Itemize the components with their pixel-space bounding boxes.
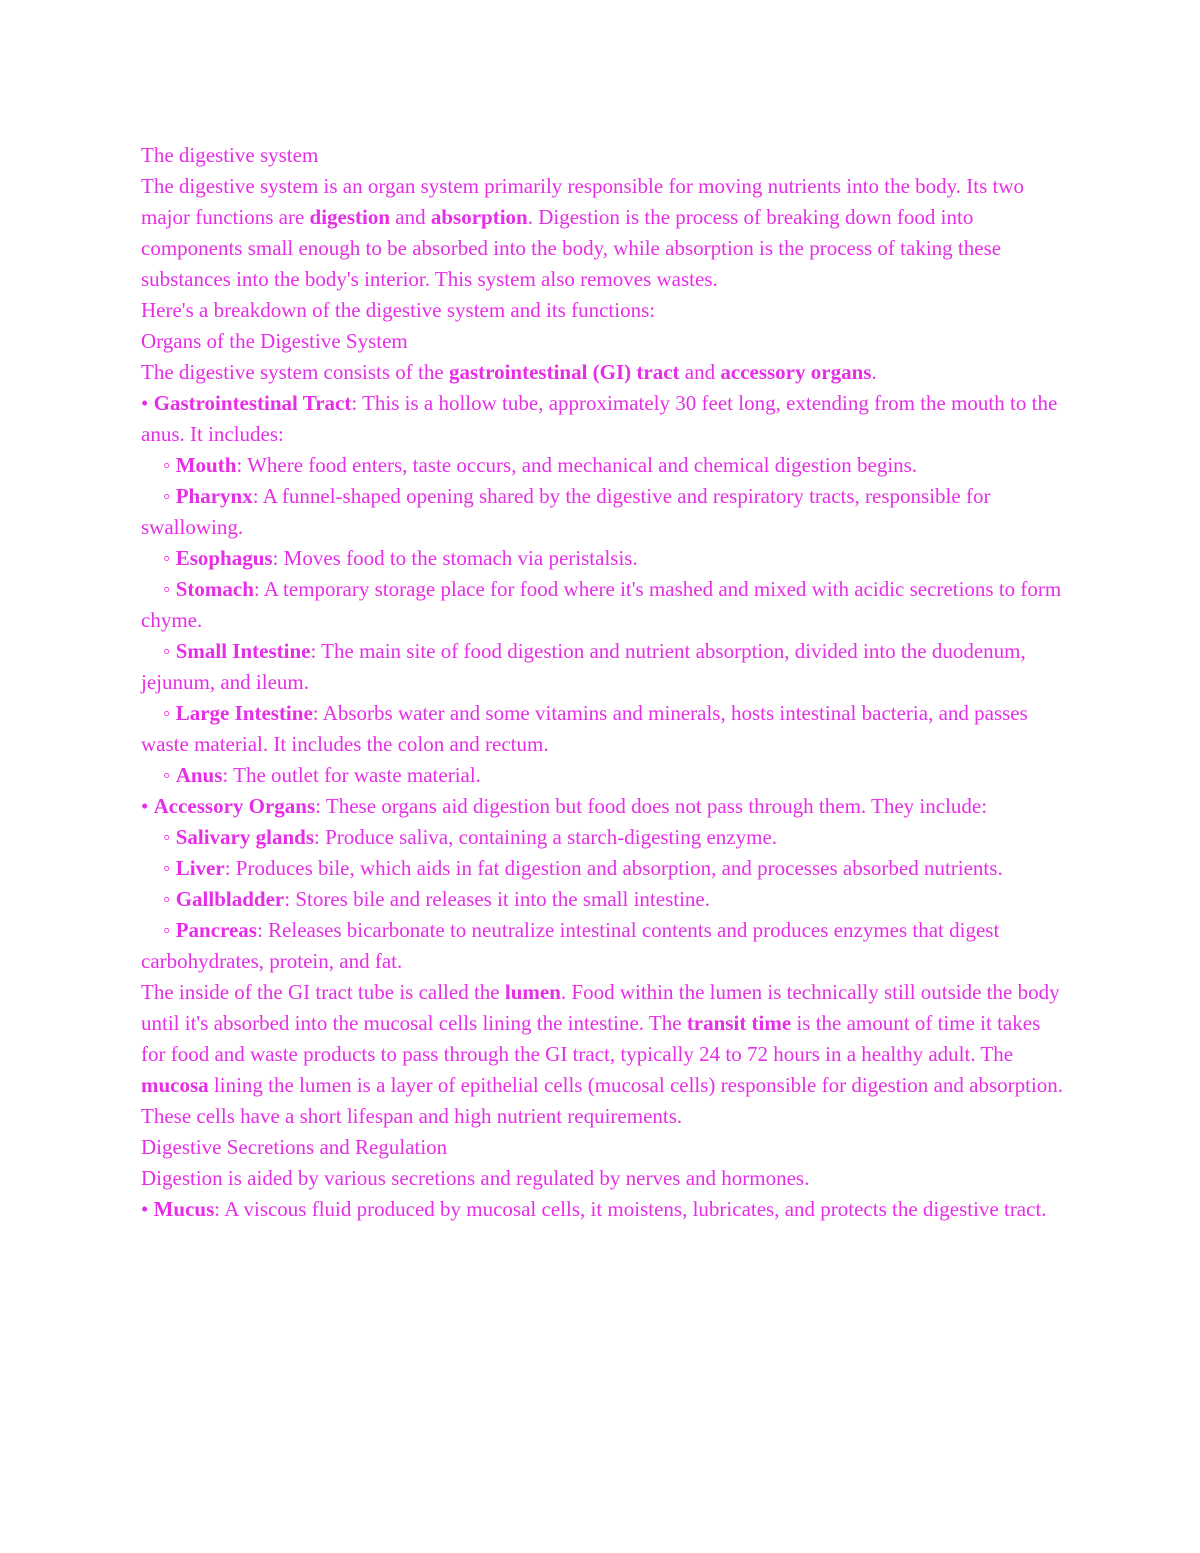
sub-bullet-label: Gallbladder xyxy=(175,887,285,911)
sub-bullet-icon: ◦ xyxy=(163,701,176,725)
bullet-mucus xyxy=(141,1194,1066,1225)
organs-heading: Organs of the Digestive System xyxy=(141,329,408,353)
lumen-paragraph xyxy=(141,977,1066,1132)
sub-bullet-text: : Releases bicarbonate to neutralize intestinal contents and produces enzymes that digest carbohydrates, protein, and fat. xyxy=(141,918,1000,973)
sub-bullet-mouth xyxy=(141,450,1066,481)
sub-bullet-liver xyxy=(141,853,1066,884)
sub-bullet-text: : Produce saliva, containing a starch-digesting enzyme. xyxy=(314,825,778,849)
sub-bullet-text: : A funnel-shaped opening shared by the digestive and respiratory tracts, responsible for swallowing. xyxy=(141,484,991,539)
bullet-text: : A viscous fluid produced by mucosal cells, it moistens, lubricates, and protects the digestive tract. xyxy=(214,1197,1047,1221)
intro-text-1: The digestive system is an organ system primarily responsible for moving nutrients into the body. Its two major functions are xyxy=(141,174,1025,229)
organs-intro-text-2: and xyxy=(679,360,721,384)
organs-intro-text-3: . xyxy=(871,360,877,384)
sub-bullet-text: : Where food enters, taste occurs, and mechanical and chemical digestion begins. xyxy=(236,453,918,477)
sub-bullet-text: : A temporary storage place for food where it's mashed and mixed with acidic secretions to form chyme. xyxy=(141,577,1062,632)
bullet-icon: • xyxy=(141,1197,154,1221)
term-digestion: digestion xyxy=(309,205,391,229)
document-title: The digestive system xyxy=(141,143,319,167)
sub-bullet-label: Pharynx xyxy=(175,484,253,508)
term-absorption: absorption xyxy=(430,205,528,229)
sub-bullet-label: Stomach xyxy=(175,577,254,601)
sub-bullet-label: Pancreas xyxy=(175,918,257,942)
bullet-label: Mucus xyxy=(153,1197,215,1221)
sub-bullet-large-intestine xyxy=(141,698,1066,760)
sub-bullet-label: Large Intestine xyxy=(175,701,313,725)
intro-text-2: and xyxy=(390,205,431,229)
sub-bullet-icon: ◦ xyxy=(163,453,176,477)
bullet-text: : This is a hollow tube, approximately 30 feet long, extending from the mouth to the anus. It includes: xyxy=(141,391,1058,446)
sub-bullet-label: Esophagus xyxy=(175,546,273,570)
sub-bullet-label: Small Intestine xyxy=(175,639,311,663)
sub-bullet-icon: ◦ xyxy=(163,546,176,570)
intro-paragraph xyxy=(141,171,1066,295)
sub-bullet-label: Anus xyxy=(175,763,223,787)
sub-bullet-icon: ◦ xyxy=(163,887,176,911)
sub-bullet-label: Salivary glands xyxy=(175,825,314,849)
secretions-intro: Digestion is aided by various secretions and regulated by nerves and hormones. xyxy=(141,1166,810,1190)
sub-bullet-icon: ◦ xyxy=(163,763,176,787)
sub-bullet-icon: ◦ xyxy=(163,825,176,849)
bullet-accessory-organs xyxy=(141,791,1066,822)
sub-bullet-pancreas xyxy=(141,915,1066,977)
bullet-label: Gastrointestinal Tract xyxy=(153,391,352,415)
sub-bullet-text: : Stores bile and releases it into the small intestine. xyxy=(284,887,710,911)
organs-intro-text-1: The digestive system consists of the xyxy=(141,360,449,384)
organs-intro xyxy=(141,357,1066,388)
sub-bullet-small-intestine xyxy=(141,636,1066,698)
lumen-text-1: The inside of the GI tract tube is called the xyxy=(141,980,505,1004)
sub-bullet-esophagus xyxy=(141,543,1066,574)
sub-bullet-icon: ◦ xyxy=(163,484,176,508)
sub-bullet-stomach xyxy=(141,574,1066,636)
sub-bullet-icon: ◦ xyxy=(163,577,176,601)
term-gi-tract: gastrointestinal (GI) tract xyxy=(448,360,680,384)
lumen-text-3: is the amount of time it takes for food and waste products to pass through the GI tract, typically 24 to 72 hours in a healthy adult. The xyxy=(141,1011,1041,1066)
term-transit-time: transit time xyxy=(686,1011,792,1035)
sub-bullet-text: : Produces bile, which aids in fat digestion and absorption, and processes absorbed nutrients. xyxy=(224,856,1003,880)
lumen-text-4: lining the lumen is a layer of epithelial cells (mucosal cells) responsible for digestion and absorption. These cells have a short lifespan and high nutrient requirements. xyxy=(141,1073,1064,1128)
term-lumen: lumen xyxy=(504,980,561,1004)
sub-bullet-icon: ◦ xyxy=(163,856,176,880)
sub-bullet-text: : The outlet for waste material. xyxy=(222,763,481,787)
sub-bullet-label: Liver xyxy=(175,856,225,880)
sub-bullet-icon: ◦ xyxy=(163,918,176,942)
breakdown-line: Here's a breakdown of the digestive system and its functions: xyxy=(141,298,656,322)
sub-bullet-gallbladder xyxy=(141,884,1066,915)
bullet-icon: • xyxy=(141,794,154,818)
lumen-text-2: . Food within the lumen is technically still outside the body until it's absorbed into the mucosal cells lining the intestine. The xyxy=(141,980,1060,1035)
bullet-text: : These organs aid digestion but food does not pass through them. They include: xyxy=(315,794,988,818)
secretions-heading: Digestive Secretions and Regulation xyxy=(141,1135,448,1159)
sub-bullet-text: : The main site of food digestion and nutrient absorption, divided into the duodenum, jejunum, and ileum. xyxy=(141,639,1026,694)
sub-bullet-anus xyxy=(141,760,1066,791)
bullet-gi-tract xyxy=(141,388,1066,450)
sub-bullet-pharynx xyxy=(141,481,1066,543)
term-mucosa: mucosa xyxy=(141,1073,209,1097)
bullet-icon: • xyxy=(141,391,154,415)
document-page xyxy=(141,140,1066,1225)
term-accessory-organs: accessory organs xyxy=(720,360,872,384)
sub-bullet-icon: ◦ xyxy=(163,639,176,663)
sub-bullet-salivary-glands xyxy=(141,822,1066,853)
bullet-label: Accessory Organs xyxy=(153,794,316,818)
sub-bullet-label: Mouth xyxy=(175,453,237,477)
sub-bullet-text: : Moves food to the stomach via peristalsis. xyxy=(272,546,638,570)
intro-text-3: . Digestion is the process of breaking down food into components small enough to be absorbed into the body, while absorption is the process of taking these substances into the body's interior. This system also removes wastes. xyxy=(141,205,1002,291)
sub-bullet-text: : Absorbs water and some vitamins and minerals, hosts intestinal bacteria, and passes waste material. It includes the colon and rectum. xyxy=(141,701,1028,756)
